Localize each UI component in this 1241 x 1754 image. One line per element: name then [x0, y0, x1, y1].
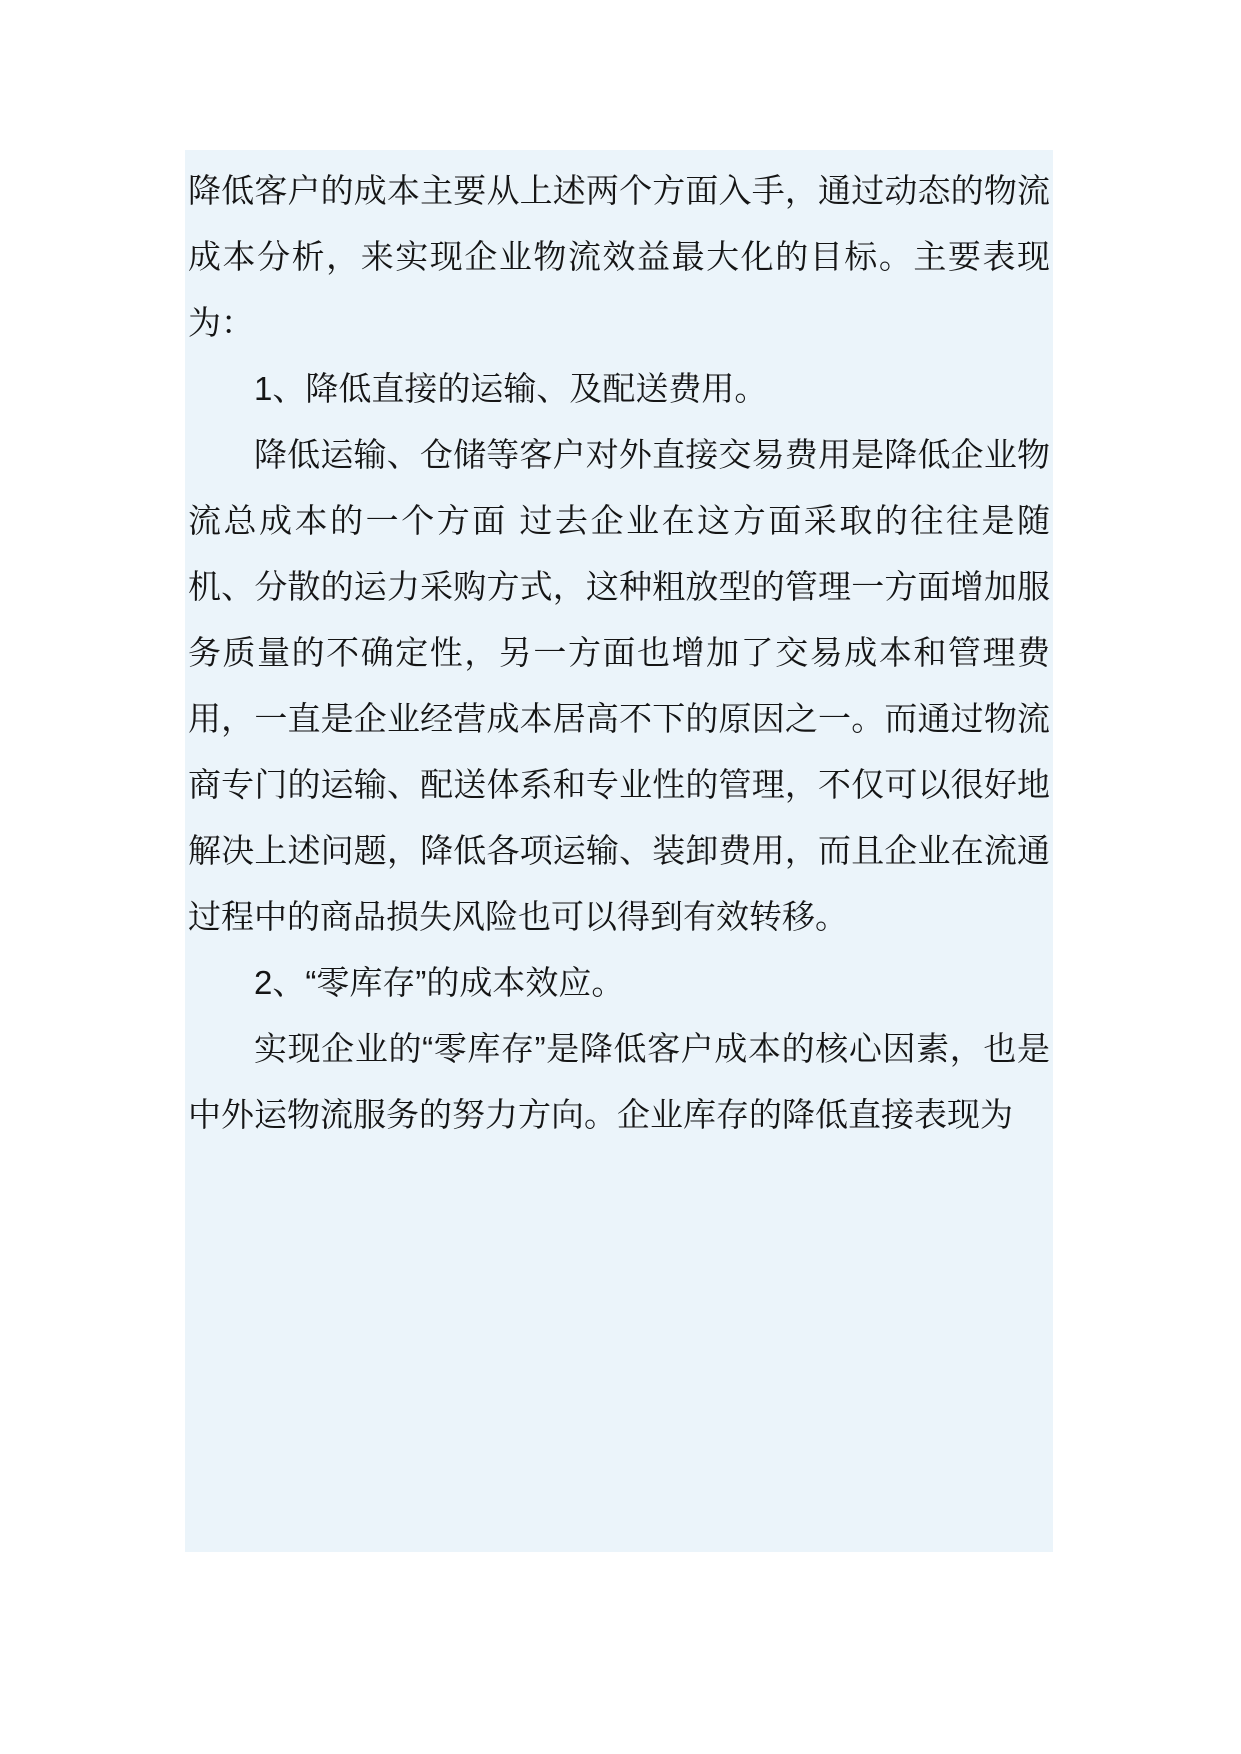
heading-item-2: 2、“零库存”的成本效应。 [254, 964, 625, 1001]
paragraph-transport-costs: 降低运输、仓储等客户对外直接交易费用是降低企业物流总成本的一个方面 过去企业在这方面采取的往往是随机、分散的运力采购方式，这种粗放型的管理一方面增加服务质量的不确定性，另一方面也增加了交易成本和管理费用，一直是企业经营成本居高不下的原因之一。而通过物流商专门的运输、配送体系和专业性的管理，不仅可以很好地解决上述问题，降低各项运输、装卸费用，而且企业在流通过程中的商品损失风险也可以得到有效转移。 [188, 436, 1050, 935]
heading-item-1: 1、降低直接的运输、及配送费用。 [254, 370, 768, 407]
document-content [185, 150, 1053, 1552]
paragraph-zero-inventory: 实现企业的“零库存”是降低客户成本的核心因素，也是中外运物流服务的努力方向。企业库存的降低直接表现为 [188, 1030, 1050, 1133]
paragraph-intro: 降低客户的成本主要从上述两个方面入手，通过动态的物流成本分析，来实现企业物流效益最大化的目标。主要表现为： [188, 172, 1050, 341]
